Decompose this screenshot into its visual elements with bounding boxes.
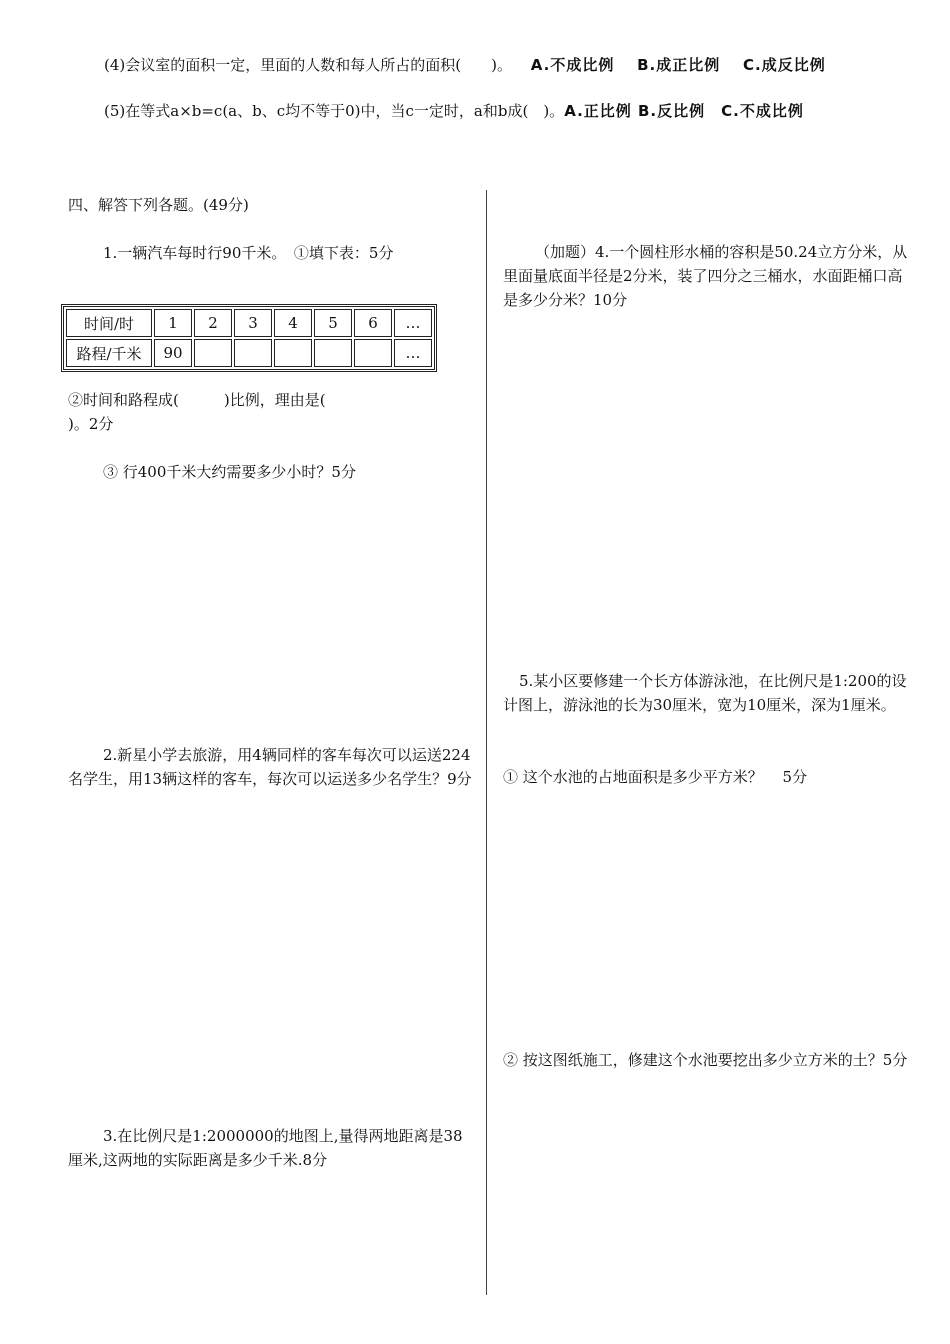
table-row: [66, 339, 432, 367]
question-5: [104, 100, 804, 121]
question-5-text: (5)在等式a×b=c(a、b、c均不等于0)中，当c一定时，a和b成( )。: [104, 102, 565, 120]
column-divider: [486, 190, 487, 1295]
table-row: [66, 309, 432, 337]
question-4-option-b: B.成正比例: [637, 56, 721, 74]
table-cell: …: [394, 309, 432, 337]
problem-1-intro: 1.一辆汽车每时行90千米。 ①填下表：5分: [103, 244, 394, 262]
table-cell: 5: [314, 309, 352, 337]
problem-4-bonus: （加题）4.一个圆柱形水桶的容积是50.24立方分米，从里面量底面半径是2分米，装了四分之三桶水，水面距桶口高是多少分米？10分: [503, 243, 908, 309]
problem-5-part-1: ① 这个水池的占地面积是多少平方米？ 5分: [503, 768, 808, 786]
section-heading: 四、解答下列各题。(49分): [68, 196, 249, 214]
table-cell-blank[interactable]: [234, 339, 272, 367]
table-cell-blank[interactable]: [314, 339, 352, 367]
table-cell-blank[interactable]: [194, 339, 232, 367]
table-cell: 2: [194, 309, 232, 337]
fill-in-table: [61, 304, 437, 372]
table-cell: 路程/千米: [66, 339, 152, 367]
table-cell: 时间/时: [66, 309, 152, 337]
question-4-text: (4)会议室的面积一定，里面的人数和每人所占的面积( )。: [104, 56, 512, 74]
problem-1-part-3: ③ 行400千米大约需要多少小时？5分: [103, 463, 356, 481]
table-cell: 90: [154, 339, 192, 367]
problem-2: 2.新星小学去旅游，用4辆同样的客车每次可以运送224名学生，用13辆这样的客车，每次可以运送多少名学生？9分: [68, 746, 472, 788]
problem-1-part-2-line-1: ②时间和路程成( )比例，理由是(: [68, 391, 326, 409]
problem-1-part-2-line-2: )。2分: [68, 415, 114, 433]
table-cell: 1: [154, 309, 192, 337]
problem-3: 3.在比例尺是1:2000000的地图上,量得两地距离是38厘米,这两地的实际距离是多少千米.8分: [68, 1127, 463, 1169]
question-4-option-c: C.成反比例: [743, 56, 826, 74]
question-5-options: A.正比例 B.反比例 C.不成比例: [564, 102, 804, 120]
table-cell: 3: [234, 309, 272, 337]
question-4: [104, 54, 826, 75]
table-cell: 4: [274, 309, 312, 337]
table-cell-blank[interactable]: [354, 339, 392, 367]
table-cell-blank[interactable]: [274, 339, 312, 367]
table-cell: …: [394, 339, 432, 367]
question-4-option-a: A.不成比例: [530, 56, 615, 74]
problem-5-intro: 5.某小区要修建一个长方体游泳池，在比例尺是1:200的设计图上，游泳池的长为30厘米，宽为10厘米，深为1厘米。: [503, 672, 907, 714]
table-cell: 6: [354, 309, 392, 337]
problem-5-part-2: ② 按这图纸施工，修建这个水池要挖出多少立方米的土？5分: [503, 1051, 908, 1069]
